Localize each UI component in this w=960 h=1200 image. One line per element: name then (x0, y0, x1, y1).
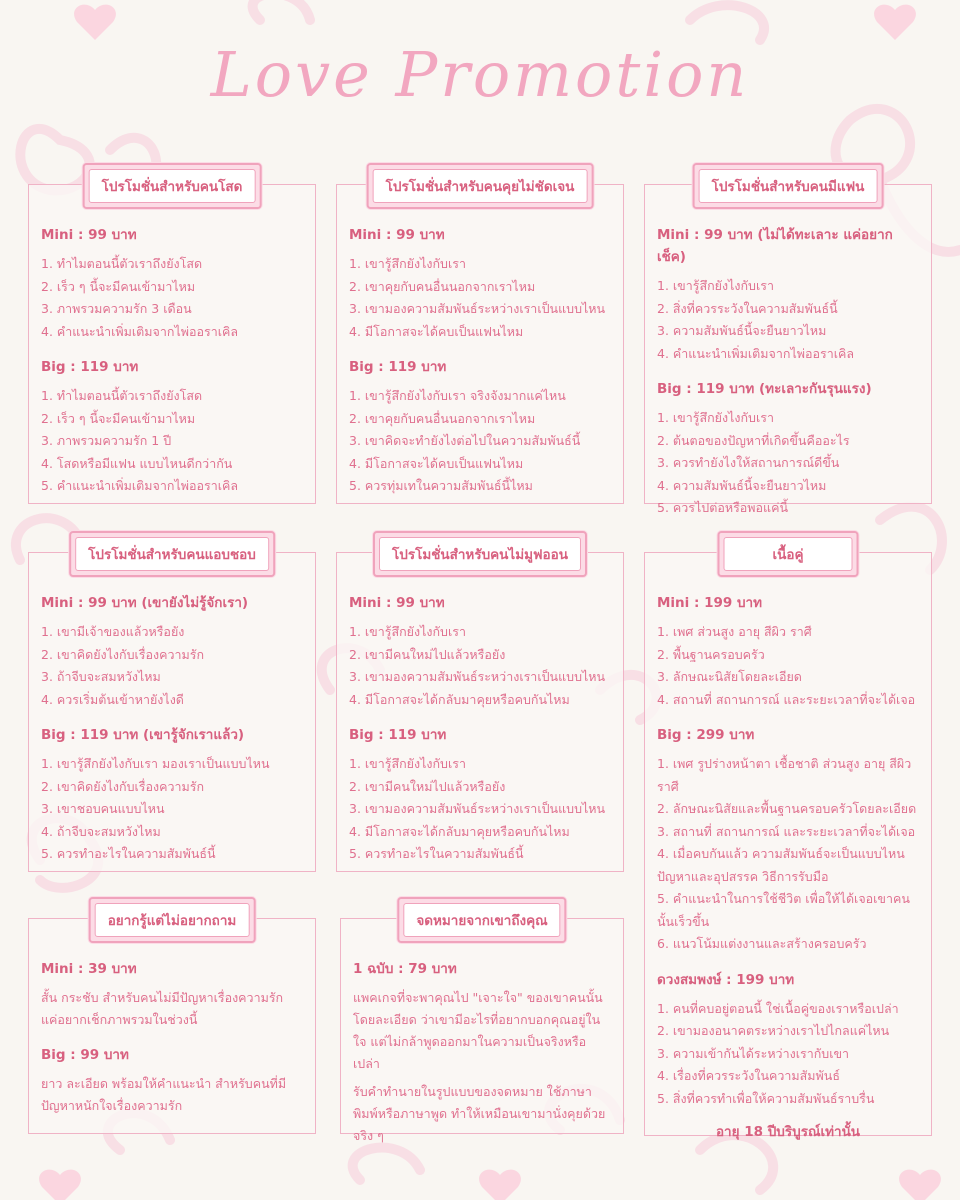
list-item: 5. ควรทำอะไรในความสัมพันธ์นี้ (41, 846, 216, 861)
list-item: 1. เขารู้สึกยังไงกับเรา (657, 278, 774, 293)
card-label-moveon: โปรโมชั่นสำหรับคนไม่มูฟออน (373, 531, 587, 577)
list-item: 6. แนวโน้มแต่งงานและสร้างครอบครัว (657, 936, 867, 951)
list-item: 5. ควรทำอะไรในความสัมพันธ์นี้ (349, 846, 524, 861)
card-moveon (336, 547, 624, 872)
list-item: 5. คำแนะนำเพิ่มเติมจากไพ่ออราเคิล (41, 478, 239, 493)
list-item: 3. สถานที่ สถานการณ์ และระยะเวลาที่จะได้เจอ (657, 823, 916, 839)
card-label-single: โปรโมชั่นสำหรับคนโสด (83, 163, 262, 209)
page-title: Love Promotion (210, 38, 750, 111)
big-price: Big : 119 บาท (เขารู้จักเราแล้ว) (41, 727, 245, 743)
list-item: 3. ความเข้ากันได้ระหว่างเรากับเขา (657, 1045, 850, 1061)
mini-price: Mini : 99 บาท (349, 227, 445, 243)
list-item: 1. เขามีเจ้าของแล้วหรือยัง (41, 624, 185, 639)
card-letter (340, 913, 624, 1143)
list-item: 4. มีโอกาสจะได้คบเป็นแฟนไหม (349, 455, 524, 471)
list-item: 2. เขาคิดยังไงกับเรื่องความรัก (41, 646, 205, 662)
card-label-partner: โปรโมชั่นสำหรับคนมีแฟน (693, 163, 884, 209)
list-item: 1. คนที่คบอยู่ตอนนี้ ใช่เนื้อคู่ของเราหรือเปล่า (657, 1000, 899, 1016)
card-single (28, 179, 316, 504)
big-price: Big : 119 บาท (41, 359, 139, 375)
big-price: Big : 99 บาท (41, 1047, 129, 1063)
card-label-soulmate: เนื้อคู่ (718, 531, 859, 577)
list-item: 3. เขามองความสัมพันธ์ระหว่างเราเป็นแบบไหน (349, 801, 606, 816)
list-item: 2. เขาคุยกับคนอื่นนอกจากเราไหม (349, 278, 536, 294)
list-item: 1. ทำไมตอนนี้ตัวเราถึงยังโสด (41, 388, 203, 403)
list-item: 3. ถ้าจีบจะสมหวังไหม (41, 669, 161, 684)
list-item: 3. ภาพรวมความรัก 1 ปี (41, 433, 172, 448)
mini-price: Mini : 99 บาท (ไม่ได้ทะเลาะ แค่อยากเช็ค) (657, 227, 893, 265)
list-item: 2. เขามีคนใหม่ไปแล้วหรือยัง (349, 646, 506, 662)
list-item: 4. เรื่องที่ควรระวังในความสัมพันธ์ (657, 1068, 840, 1083)
list-item: 1. เพศ ส่วนสูง อายุ สีผิว ราศี (657, 624, 812, 639)
card-crush (28, 547, 316, 872)
big-price: Big : 119 บาท (349, 359, 447, 375)
mini-price: Mini : 99 บาท (เขายังไม่รู้จักเรา) (41, 595, 249, 611)
list-item: 3. ความสัมพันธ์นี้จะยืนยาวไหม (657, 323, 827, 338)
big-price: Big : 119 บาท (ทะเลาะกันรุนแรง) (657, 381, 872, 397)
mini-price: Mini : 99 บาท (349, 595, 445, 611)
list-item: 3. ลักษณะนิสัยโดยละเอียด (657, 669, 802, 684)
list-item: 3. ภาพรวมความรัก 3 เดือน (41, 301, 192, 316)
card-label-curious: อยากรู้แต่ไม่อยากถาม (89, 897, 256, 943)
card-soulmate (644, 547, 932, 1140)
list-item: 2. เขาคุยกับคนอื่นนอกจากเราไหม (349, 410, 536, 426)
list-item: 3. เขาคิดจะทำยังไงต่อไปในความสัมพันธ์นี้ (349, 433, 581, 448)
list-item: 2. สิ่งที่ควรระวังในความสัมพันธ์นี้ (657, 300, 838, 316)
big-description: ยาว ละเอียด พร้อมให้คำแนะนำ สำหรับคนที่มีปัญหาหนักใจเรื่องความรัก (41, 1076, 287, 1113)
age-note: อายุ 18 ปีบริบูรณ์เท่านั้น (715, 1124, 861, 1140)
list-item: 4. มีโอกาสจะได้คบเป็นแฟนไหม (349, 323, 524, 339)
list-item: 4. ความสัมพันธ์นี้จะยืนยาวไหม (657, 477, 827, 493)
list-item: 2. เขามีคนใหม่ไปแล้วหรือยัง (349, 778, 506, 794)
list-item: 1. เพศ รูปร่างหน้าตา เชื้อชาติ ส่วนสูง อายุ สีผิว ราศี (657, 756, 912, 794)
card-unclear (336, 179, 624, 504)
list-item: 4. มีโอกาสจะได้กลับมาคุยหรือคบกันไหม (349, 823, 570, 839)
list-item: 2. เขามองอนาคตระหว่างเราไปไกลแค่ไหน (657, 1023, 890, 1038)
list-item: 2. เร็ว ๆ นี้จะมีคนเข้ามาไหม (41, 278, 196, 294)
list-item: 3. เขามองความสัมพันธ์ระหว่างเราเป็นแบบไหน (349, 669, 606, 684)
list-item: 4. ควรเริ่มต้นเข้าหายังไงดี (41, 691, 184, 707)
mini-description: สั้น กระชับ สำหรับคนไม่มีปัญหาเรื่องความรัก แค่อยากเช็กภาพรวมในช่วงนี้ (41, 990, 284, 1027)
list-item: 2. เร็ว ๆ นี้จะมีคนเข้ามาไหม (41, 410, 196, 426)
list-item: 2. พื้นฐานครอบครัว (657, 646, 765, 662)
list-item: 1. เขารู้สึกยังไงกับเรา จริงจังมากแค่ไหน (349, 388, 566, 403)
list-item: 4. ถ้าจีบจะสมหวังไหม (41, 823, 161, 839)
list-item: 3. ควรทำยังไงให้สถานการณ์ดีขึ้น (657, 455, 840, 470)
list-item: 1. ทำไมตอนนี้ตัวเราถึงยังโสด (41, 256, 203, 271)
list-item: 4. สถานที่ สถานการณ์ และระยะเวลาที่จะได้เจอ (657, 691, 916, 707)
card-label-unclear: โปรโมชั่นสำหรับคนคุยไม่ชัดเจน (367, 163, 594, 209)
list-item: 1. เขารู้สึกยังไงกับเรา มองเราเป็นแบบไหน (41, 756, 270, 771)
list-item: 5. คำแนะนำในการใช้ชีวิต เพื่อให้ได้เจอเขาคนนั้นเร็วขึ้น (657, 891, 910, 929)
list-item: 4. มีโอกาสจะได้กลับมาคุยหรือคบกันไหม (349, 691, 570, 707)
mini-price: Mini : 199 บาท (657, 595, 763, 611)
card-label-crush: โปรโมชั่นสำหรับคนแอบชอบ (69, 531, 275, 577)
list-item: 1. เขารู้สึกยังไงกับเรา (657, 410, 774, 425)
list-item: 5. ควรไปต่อหรือพอแค่นี้ (657, 500, 789, 515)
big-price: Big : 299 บาท (657, 727, 755, 743)
list-item: 4. โสดหรือมีแฟน แบบไหนดีกว่ากัน (41, 455, 233, 471)
letter-format: รับคำทำนายในรูปแบบของจดหมาย ใช้ภาษาพิมพ์หรือภาษาพูด ทำให้เหมือนเขามานั่งคุยด้วยจริง ๆ (353, 1084, 606, 1143)
list-item: 3. เขาชอบคนแบบไหน (41, 801, 165, 816)
card-partner (644, 179, 932, 515)
mini-price: Mini : 99 บาท (41, 227, 137, 243)
letter-price: 1 ฉบับ : 79 บาท (353, 961, 457, 977)
list-item: 3. เขามองความสัมพันธ์ระหว่างเราเป็นแบบไหน (349, 301, 606, 316)
list-item: 2. ลักษณะนิสัยและพื้นฐานครอบครัวโดยละเอียด (657, 801, 917, 816)
list-item: 4. เมื่อคบกันแล้ว ความสัมพันธ์จะเป็นแบบไหน ปัญหาและอุปสรรค วิธีการรับมือ (657, 846, 905, 884)
letter-description: แพคเกจที่จะพาคุณไป "เจาะใจ" ของเขาคนนั้นโดยละเอียด ว่าเขามีอะไรที่อยากบอกคุณอยู่ในใจ แต่ไม่กล้าพูดออกมาในความเป็นจริงหรือเปล่า (353, 990, 603, 1071)
list-item: 5. ควรทุ่มเทในความสัมพันธ์นี้ไหม (349, 478, 533, 493)
list-item: 1. เขารู้สึกยังไงกับเรา (349, 624, 466, 639)
list-item: 4. คำแนะนำเพิ่มเติมจากไพ่ออราเคิล (41, 323, 239, 339)
list-item: 1. เขารู้สึกยังไงกับเรา (349, 256, 466, 271)
list-item: 4. คำแนะนำเพิ่มเติมจากไพ่ออราเคิล (657, 345, 855, 361)
list-item: 2. ต้นตอของปัญหาที่เกิดขึ้นคืออะไร (657, 432, 850, 448)
mini-price: Mini : 39 บาท (41, 961, 137, 977)
list-item: 1. เขารู้สึกยังไงกับเรา (349, 756, 466, 771)
card-curious (28, 913, 316, 1134)
card-label-letter: จดหมายจากเขาถึงคุณ (397, 897, 566, 943)
list-item: 5. สิ่งที่ควรทำเพื่อให้ความสัมพันธ์ราบรื่น (657, 1090, 875, 1106)
horoscope-price: ดวงสมพงษ์ : 199 บาท (657, 971, 795, 988)
big-price: Big : 119 บาท (349, 727, 447, 743)
list-item: 2. เขาคิดยังไงกับเรื่องความรัก (41, 778, 205, 794)
